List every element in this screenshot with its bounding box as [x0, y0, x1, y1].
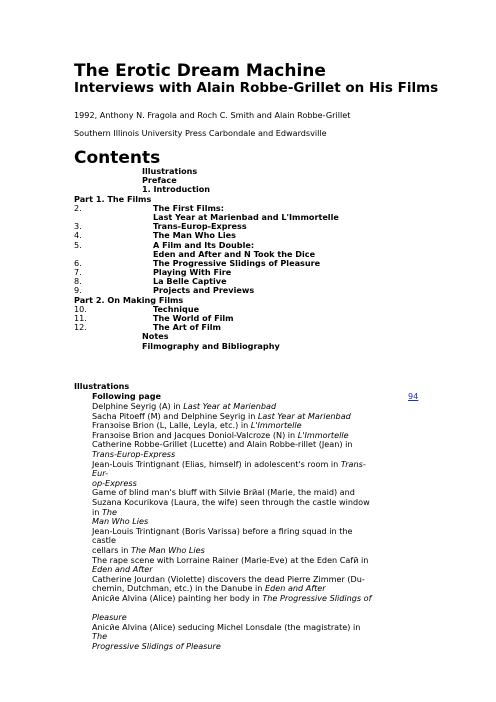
toc-number: 2.	[74, 202, 82, 213]
toc-entry: La Belle Captive	[153, 276, 227, 287]
table-of-contents	[74, 167, 414, 351]
toc-row	[74, 314, 414, 323]
film-title-text: Progressive Slidings of Pleasure	[92, 640, 221, 651]
following-page-label: Following page	[92, 391, 162, 401]
illustrations-heading: Illustrations	[74, 381, 130, 391]
caption-text: The rape scene with Lorraine Rainer (Marie-Eve) at the Eden Cafй in	[92, 554, 369, 565]
blank-line	[92, 603, 362, 613]
toc-row	[74, 176, 414, 185]
toc-entry: Trans-Europ-Express	[153, 221, 247, 232]
toc-row	[74, 268, 414, 277]
film-title-text: Eden and After	[92, 564, 153, 575]
toc-row	[74, 296, 414, 305]
film-title-text: Trans-	[340, 458, 366, 469]
caption-text: Anicйe Alvina (Alice) painting her body in	[92, 592, 263, 603]
film-title-text: Last Year at Marienbad	[183, 401, 277, 411]
caption-text: cellars in	[92, 544, 131, 555]
publication-info: 1992, Anthony N. Fragola and Roch C. Smith and Alain Robbe-Grillet	[74, 110, 351, 120]
caption-text: Game of blind man's bluff with Silvie Brйal (Marie, the maid) and	[92, 487, 355, 498]
film-title-text: The	[92, 631, 108, 642]
toc-entry: A Film and Its Double:	[153, 239, 255, 250]
toc-number: 8.	[74, 276, 82, 287]
caption-text: Franзoise Brion and Jacques Doniol-Valcroze (N) in	[92, 429, 298, 440]
toc-entry: 1. Introduction	[142, 184, 211, 195]
toc-entry: The World of Film	[153, 313, 234, 323]
toc-number: 5.	[74, 239, 82, 250]
toc-part-heading: Part 2. On Making Films	[74, 294, 184, 305]
film-title-text: The	[101, 506, 118, 517]
toc-entry: The Progressive Slidings of Pleasure	[153, 257, 321, 268]
toc-row	[74, 222, 414, 231]
caption-text: Catherine Robbe-Grillet (Lucette) and Alain Robbe-rillet (Jean) in	[92, 439, 353, 450]
toc-number: 4.	[74, 230, 82, 241]
caption-text: Jean-Louis Trintignant (Elias, himself) in adolescent's room in	[92, 458, 341, 469]
toc-number: 11.	[74, 313, 87, 323]
toc-entry: Technique	[153, 303, 200, 314]
page-link[interactable]: 94	[408, 391, 419, 401]
toc-entry: Notes	[142, 331, 169, 342]
caption-text: Suzana Kocurikova (Laura, the wife) seen through the castle window	[92, 496, 370, 507]
caption-text: Delphine Seyrig (A) in	[92, 401, 184, 411]
caption-text: in	[92, 506, 102, 517]
illustration-line	[92, 592, 372, 604]
illustration-line	[92, 642, 362, 652]
toc-number: 9.	[74, 285, 82, 296]
contents-heading: Contents	[74, 148, 161, 168]
film-title-text: Eden and After	[265, 583, 326, 594]
toc-entry: The Man Who Lies	[153, 230, 236, 241]
toc-row	[74, 305, 414, 314]
caption-text: Jean-Louis Trintignant (Boris Varissa) before a firing squad in the	[92, 525, 353, 536]
toc-entry: Preface	[142, 175, 177, 186]
toc-entry: Playing With Fire	[153, 267, 232, 278]
toc-part-heading: Part 1. The Films	[74, 193, 152, 204]
toc-number: 7.	[74, 267, 82, 278]
film-title-text: L'Immortelle	[250, 420, 302, 431]
toc-row	[74, 342, 414, 351]
toc-entry: Filmography and Bibliography	[142, 340, 280, 351]
toc-entry: Last Year at Marienbad and L'Immortelle	[153, 211, 339, 222]
toc-row	[74, 167, 414, 176]
caption-text: chemin, Dutchman, etc.) in the Danube in	[92, 583, 266, 594]
film-title-text: Man Who Lies	[92, 516, 149, 527]
toc-entry: The First Films:	[153, 202, 224, 213]
toc-number: 12.	[74, 322, 87, 333]
book-title: The Erotic Dream Machine	[74, 61, 326, 81]
toc-number: 3.	[74, 221, 82, 232]
toc-row	[74, 323, 414, 332]
film-title-text: Eur-	[92, 468, 109, 479]
film-title-text: Pleasure	[92, 612, 127, 623]
toc-entry: Illustrations	[142, 166, 198, 176]
publisher-info: Southern Illinois University Press Carbondale and Edwardsville	[74, 128, 327, 138]
illustrations-list	[92, 401, 372, 651]
caption-text: Catherine Jourdan (Violette) discovers the dead Pierre Zimmer (Du-	[92, 573, 365, 584]
caption-text: castle	[92, 535, 117, 546]
illustration-line	[92, 623, 362, 633]
toc-entry: Projects and Previews	[153, 285, 255, 296]
film-title-text: The Man Who Lies	[130, 544, 205, 555]
toc-entry: Eden and After and N Took the Dice	[153, 248, 316, 259]
film-title-text: Last Year at Marienbad	[257, 410, 351, 421]
film-title-text: Trans-Europ-Express	[92, 448, 176, 459]
illustration-line	[92, 496, 370, 508]
film-title-text: The Progressive Slidings of	[262, 592, 372, 603]
illustration-line	[92, 527, 362, 537]
caption-text: Sacha Pitoeff (M) and Delphine Seyrig in	[92, 410, 258, 421]
illustration-line	[92, 458, 366, 470]
toc-row	[74, 195, 414, 204]
film-title-text: op-Express	[92, 477, 137, 488]
book-subtitle: Interviews with Alain Robbe-Grillet on His Films	[74, 80, 439, 96]
toc-number: 10.	[74, 303, 87, 314]
film-title-text: L'Immortelle	[297, 429, 349, 440]
toc-number: 6.	[74, 257, 82, 268]
toc-row	[74, 259, 414, 268]
toc-entry: The Art of Film	[153, 322, 221, 333]
caption-text: Franзoise Brion (L, Lalle, Leyla, etc.) in	[92, 420, 251, 431]
caption-text: Anicйe Alvina (Alice) seducing Michel Lonsdale (the magistrate) in	[92, 621, 361, 632]
